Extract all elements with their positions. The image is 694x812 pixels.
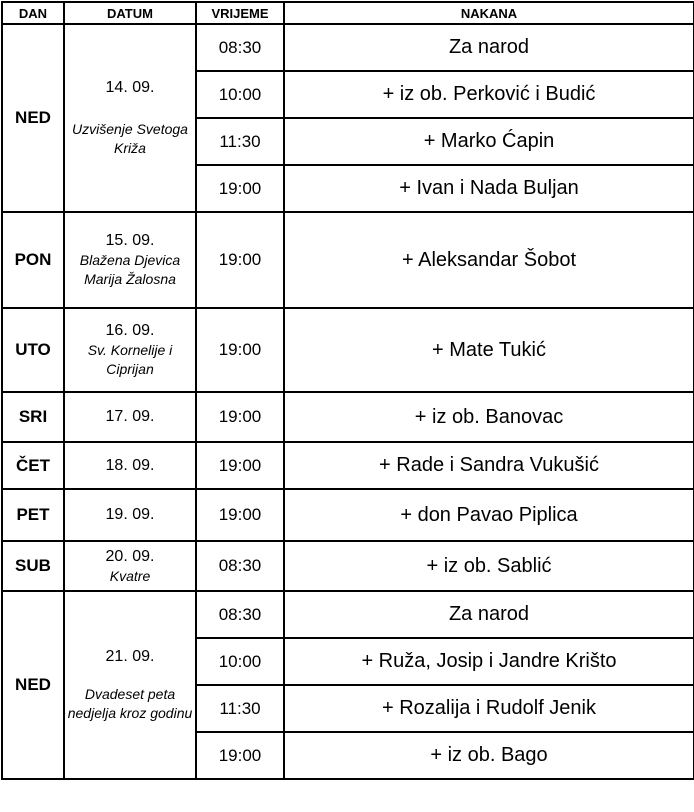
feast-text: Blažena Djevica Marija Žalosna — [79, 252, 181, 287]
day-cell: SRI — [2, 392, 64, 442]
time-cell: 19:00 — [196, 442, 284, 489]
day-cell: NED — [2, 591, 64, 779]
date-cell — [64, 212, 196, 308]
schedule-row — [2, 591, 694, 638]
time-cell: 08:30 — [196, 24, 284, 71]
intention-cell: + Ruža, Josip i Jandre Krišto — [284, 638, 694, 685]
date-cell — [64, 308, 196, 392]
day-cell: PET — [2, 489, 64, 541]
feast-text: Kvatre — [109, 567, 151, 584]
time-cell: 19:00 — [196, 308, 284, 392]
time-cell: 19:00 — [196, 392, 284, 442]
date-cell — [64, 591, 196, 779]
date-cell — [64, 442, 196, 489]
header-nakana: NAKANA — [284, 2, 694, 24]
date-cell — [64, 392, 196, 442]
time-cell: 19:00 — [196, 732, 284, 779]
intention-cell: Za narod — [284, 24, 694, 71]
date-text: 19. 09. — [105, 506, 155, 523]
feast-text: Uzvišenje Svetoga Križa — [72, 121, 188, 156]
time-cell: 08:30 — [196, 541, 284, 591]
time-cell: 11:30 — [196, 118, 284, 165]
header-vrijeme: VRIJEME — [196, 2, 284, 24]
intention-cell: + iz ob. Bago — [284, 732, 694, 779]
intention-cell: + Marko Ćapin — [284, 118, 694, 165]
time-cell: 10:00 — [196, 71, 284, 118]
day-cell: SUB — [2, 541, 64, 591]
intention-cell: + iz ob. Sablić — [284, 541, 694, 591]
date-text: 14. 09. — [105, 79, 155, 96]
day-cell: UTO — [2, 308, 64, 392]
schedule-row — [2, 392, 694, 442]
time-cell: 08:30 — [196, 591, 284, 638]
date-text: 16. 09. — [105, 322, 155, 339]
date-text: 18. 09. — [105, 456, 155, 474]
schedule-row — [2, 212, 694, 308]
header-datum: DATUM — [64, 2, 196, 24]
day-cell: ČET — [2, 442, 64, 489]
schedule-row — [2, 24, 694, 71]
intention-cell: + Rozalija i Rudolf Jenik — [284, 685, 694, 732]
time-cell: 11:30 — [196, 685, 284, 732]
intention-cell: + Aleksandar Šobot — [284, 212, 694, 308]
intention-cell: + Ivan i Nada Buljan — [284, 165, 694, 212]
day-cell: PON — [2, 212, 64, 308]
time-cell: 19:00 — [196, 165, 284, 212]
date-cell — [64, 24, 196, 212]
feast-text: Dvadeset peta nedjelja kroz godinu — [67, 686, 193, 721]
intention-cell: + Rade i Sandra Vukušić — [284, 442, 694, 489]
date-text: 15. 09. — [105, 232, 155, 249]
header-dan: DAN — [2, 2, 64, 24]
time-cell: 10:00 — [196, 638, 284, 685]
schedule-row — [2, 442, 694, 489]
mass-schedule-table — [1, 1, 694, 780]
date-text: 20. 09. — [105, 547, 155, 565]
intention-cell: + Mate Tukić — [284, 308, 694, 392]
date-text: 17. 09. — [105, 408, 155, 425]
schedule-row — [2, 541, 694, 591]
date-text: 21. 09. — [105, 648, 155, 665]
intention-cell: + don Pavao Piplica — [284, 489, 694, 541]
day-cell: NED — [2, 24, 64, 212]
intention-cell: Za narod — [284, 591, 694, 638]
date-cell — [64, 541, 196, 591]
intention-cell: + iz ob. Perković i Budić — [284, 71, 694, 118]
time-cell: 19:00 — [196, 489, 284, 541]
schedule-row — [2, 308, 694, 392]
feast-text: Sv. Kornelije i Ciprijan — [87, 342, 173, 377]
time-cell: 19:00 — [196, 212, 284, 308]
date-cell — [64, 489, 196, 541]
header-row — [2, 2, 694, 24]
intention-cell: + iz ob. Banovac — [284, 392, 694, 442]
schedule-row — [2, 489, 694, 541]
